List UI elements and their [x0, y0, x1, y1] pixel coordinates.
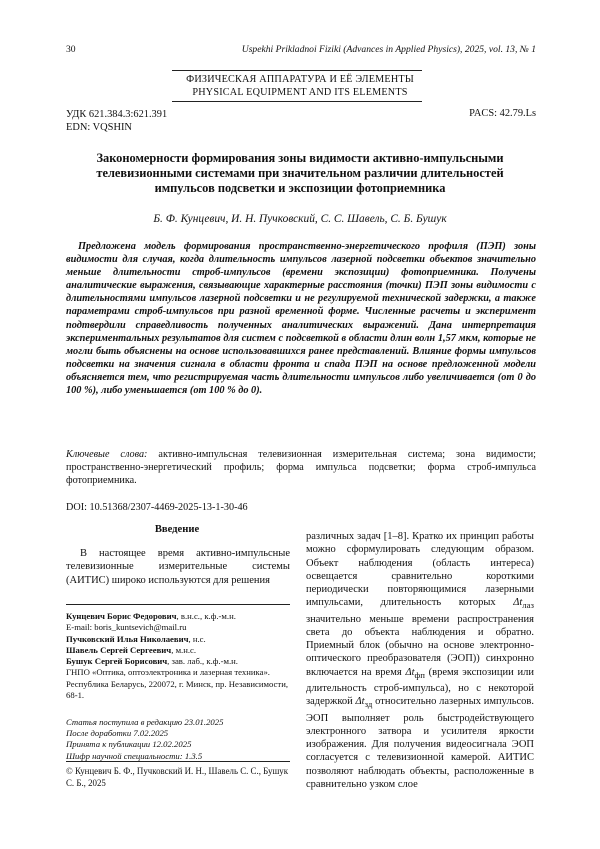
section-title-ru: ФИЗИЧЕСКАЯ АППАРАТУРА И ЕЁ ЭЛЕМЕНТЫ: [186, 74, 414, 85]
udc-code: УДК 621.384.3:621.391: [66, 109, 168, 120]
affiliation-line: Пучковский Илья Николаевич, н.с.: [66, 633, 206, 644]
keywords-label: Ключевые слова:: [66, 449, 148, 460]
identifiers: [66, 108, 167, 134]
affiliation-line: Шавель Сергей Сергеевич, м.н.с.: [66, 644, 197, 655]
affiliation-line: Республика Беларусь, 220072, г. Минск, пр. Независимости, 68-1.: [66, 678, 289, 701]
keywords-text: активно-импульсная телевизионная измерительная система; зона видимости; пространственно-энергетический профиль; форма импульса подсветки; форма строб-импульса фотоприемника.: [66, 449, 536, 486]
copyright: © Кунцевич Б. Ф., Пучковский И. Н., Шавель С. С., Бушук С. Б., 2025: [66, 766, 289, 788]
date-accepted: Принята к публикации 12.02.2025: [66, 739, 192, 750]
author-affiliations: [66, 611, 290, 701]
article-dates: [66, 717, 290, 762]
affiliation-rule: [66, 604, 290, 605]
date-revised: После доработки 7.02.2025: [66, 728, 169, 739]
abstract: [66, 240, 536, 397]
page-number: 30: [66, 44, 76, 55]
edn-code: EDN: VQSHIN: [66, 122, 132, 133]
intro-paragraph: В настоящее время активно-импульсные телевизионные измерительные системы (АИТИС) широко используются для решения: [66, 548, 290, 586]
affiliation-line: ГНПО «Оптика, оптоэлектроника и лазерная техника».: [66, 667, 270, 678]
section-rule-top: [172, 70, 422, 71]
article-title: Закономерности формирования зоны видимости активно-импульсными телевизионными системами при значительном различии длительностей импульсов подсветки и экспозиции фотоприемника: [96, 151, 504, 196]
intro-heading: Введение: [154, 524, 200, 535]
section-rule-bottom: [172, 101, 422, 102]
affiliation-line: Кунцевич Борис Федорович, в.н.с., к.ф.-м.н.: [66, 611, 236, 621]
body-column-right: различных задач [1–8]. Кратко их принцип работы можно сформулировать следующим образом. Объект наблюдения (область интереса) освещается сравнительно короткими периодически повторяющимися лазерными импульсами, длительность которых $\Delta t_{лаз}$ значительно меньше времени распространения света до объекта наблюдения и обратно. Приемный блок (обычно на основе электронно-оптического преобразователя (ЭОП)) синхронно включается на время $\Delta t_{фп}$ (время экспозиции или длительность строб-импульса), но с некоторой задержкой $\Delta t_{зд}$ относительно лазерных импульсов. ЭОП выполняет роль быстродействующего электронного затвора и усилителя яркости изображения. Для получения видеосигнала ЭОП согласуется с телевизионной камерой. АИТИС позволяют наблюдать объекты, расположенные в сравнительно узком слое: [306, 531, 534, 790]
copyright-rule: [66, 761, 290, 762]
author-email[interactable]: E-mail: boris_kuntsevich@mail.ru: [66, 622, 187, 633]
journal-header: Uspekhi Prikladnoi Fiziki (Advances in Applied Physics), 2025, vol. 13, № 1: [241, 44, 536, 55]
abstract-text: Предложена модель формирования пространственно-энергетического профиля (ПЭП) зоны видимости для случая, когда длительность импульсов лазерной подсветки объектов значительно меньше длительности строб-импульсов (времени экспозиции) фотоприемника. Получены аналитические выражения, связывающие характерные расстояния (точки) ПЭП зоны видимости с длительностями импульсов лазерной подсветки и не регулируемой технической задержки, а также параметрами строб-импульсов при разной временной форме. Численные расчеты и эксперимент подтвердили справедливость полученных аналитических выражений. Дана интерпретация экспериментальных результатов для систем с подсветкой в области длин волн 1,57 мкм, которые не могли быть объяснены на основе использовавшихся ранее представлений. Влияние формы импульсов подсветки на значения сигнала в области фронта и спада ПЭП на основе предложенной модели объясняется тем, что регистрируемая часть длительности импульсов либо увеличивается (от 0 до 100 %), либо уменьшается (от 100 % до 0).: [66, 241, 536, 397]
authors: Б. Ф. Кунцевич, И. Н. Пучковский, С. С. Шавель, С. Б. Бушук: [153, 213, 447, 225]
section-title-en: PHYSICAL EQUIPMENT AND ITS ELEMENTS: [192, 87, 408, 98]
keywords: [66, 448, 536, 487]
pacs-code: PACS: 42.79.Ls: [469, 108, 536, 119]
affiliation-line: Бушук Сергей Борисович, зав. лаб., к.ф.-м.н.: [66, 656, 238, 667]
affiliation-line: [66, 622, 290, 633]
specialty-code: Шифр научной специальности: 1.3.5: [66, 750, 203, 761]
date-received: Статья поступила в редакцию 23.01.2025: [66, 717, 224, 727]
doi[interactable]: DOI: 10.51368/2307-4469-2025-13-1-30-46: [66, 502, 248, 513]
